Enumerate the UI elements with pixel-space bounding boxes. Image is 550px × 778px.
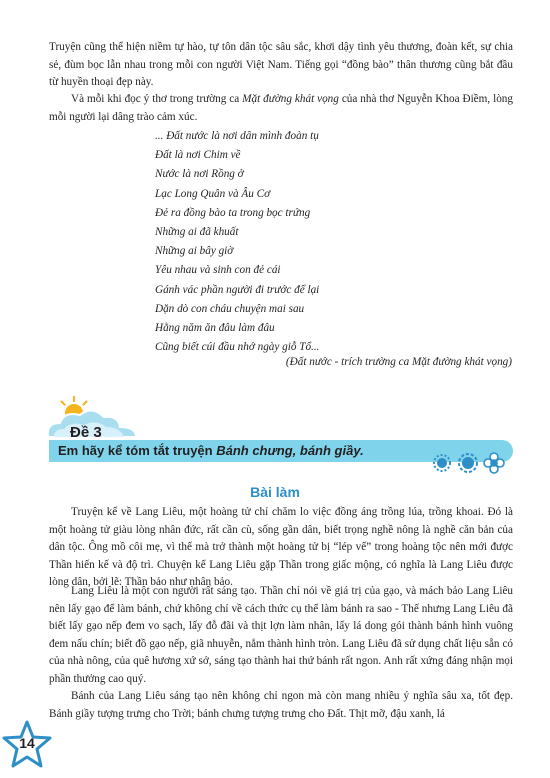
poem-line: Cũng biết cúi đầu nhớ ngày giỗ Tổ... xyxy=(155,341,320,354)
poem-line: Những ai đã khuất xyxy=(155,226,239,239)
source-title: Mặt đường khát vọng xyxy=(411,356,509,368)
work-title: Mặt đường khát vọng xyxy=(242,93,339,105)
source-text: (Đất nước - trích trường ca xyxy=(285,356,412,368)
intro-paragraph-2 xyxy=(49,91,513,126)
poem-line: Nước là nơi Rồng ở xyxy=(155,168,244,181)
poem-line: Đất là nơi Chim về xyxy=(155,149,241,162)
page-number: 14 xyxy=(19,735,35,751)
answer-paragraph-1: Truyện kể về Lang Liêu, một hoàng tử chỉ chăm lo việc đồng áng trồng lúa, trồng khoai. Đó là một hoàng tử giàu lòng nhân đức, rất cần cù, sống gần dân, biết trọng nghề nông là nghề căn bản của dân tộc. Ông mồ côi mẹ, vì thế mà trở thành một hoàng tử bị “lép vế” trong hoàng tộc nên mới được Thần hiến kế và độ trì. Chuyện kể Lang Liêu gặp Thần trong giấc mộng, có nghĩa là Lang Liêu được lòng dân, bởi lẽ: Thần bảo như nhân bảo. xyxy=(49,506,513,589)
task-story-title: Bánh chưng, bánh giầy. xyxy=(216,443,364,458)
exercise-label: Đề 3 xyxy=(70,424,102,441)
poem-line: ... Đất nước là nơi dân mình đoàn tụ xyxy=(155,130,319,142)
poem-line: Lạc Long Quân và Âu Cơ xyxy=(155,187,271,200)
poem-line: Dặn dò con cháu chuyện mai sau xyxy=(155,302,305,315)
poem-line: Yêu nhau và sinh con đẻ cái xyxy=(155,264,281,277)
poem-line: Đẻ ra đồng bào ta trong bọc trứng xyxy=(155,206,311,219)
poem-line: Gánh vác phần người đi trước để lại xyxy=(155,283,320,296)
exercise-task xyxy=(58,442,364,459)
intro-text: của nhà thơ Nguyễn Khoa Điềm, lòng mỗi người lại dâng trào cảm xúc. xyxy=(49,93,513,123)
intro-text: Và mỗi khi đọc ý thơ trong trường ca xyxy=(71,93,243,105)
poem-source xyxy=(286,356,512,368)
answer-paragraph-2: Lang Liêu là một con người rất sáng tạo. Thần chỉ nói về giá trị của gạo, và mách bảo Lang Liêu nên lấy gạo để làm bánh, chứ không chỉ về cách thức cụ thể làm bánh ra sao - Thế nhưng Lang Liêu đã biết lấy gạo nếp đem vo sạch, lấy đỗ đãi và thịt lợn làm nhân, lấy lá dong gói thành bánh hình vuông đem nấu chín; biết đồ gạo nếp, giã nhuyễn, nắm thành hình tròn. Lang Liêu đã sử dụng chất liệu sẵn có của nhà nông, của quê hương xứ sở, sáng tạo thành hai thứ bánh rất ngon. Anh rất xứng đáng nhận mọi phần thưởng cao quý. xyxy=(49,585,513,685)
poem xyxy=(155,127,515,357)
task-text: Em hãy kể tóm tắt truyện xyxy=(58,443,217,458)
source-text: ) xyxy=(508,356,512,368)
answer-heading: Bài làm xyxy=(250,484,300,500)
poem-line: Những ai bây giờ xyxy=(155,245,234,258)
poem-line: Hằng năm ăn đâu làm đâu xyxy=(155,322,275,335)
answer-paragraph-3: Bánh của Lang Liêu sáng tạo nên không chỉ ngon mà còn mang nhiều ý nghĩa sâu xa, tốt đẹp. Bánh giầy tượng trưng cho Trời; bánh chưng tượng trưng cho Đất. Thịt mỡ, đậu xanh, lá xyxy=(49,690,513,720)
intro-paragraph-1: Truyện cũng thể hiện niềm tự hào, tự tôn dân tộc sâu sắc, khơi dậy tình yêu thương, đoàn kết, sự chia sẻ, đùm bọc lẫn nhau trong mỗi con người Việt Nam. Tiếng gọi “đồng bào” thân thương cũng bắt đầu từ huyền thoại đẹp này. xyxy=(49,41,513,89)
flower-decoration-icon xyxy=(430,452,510,474)
